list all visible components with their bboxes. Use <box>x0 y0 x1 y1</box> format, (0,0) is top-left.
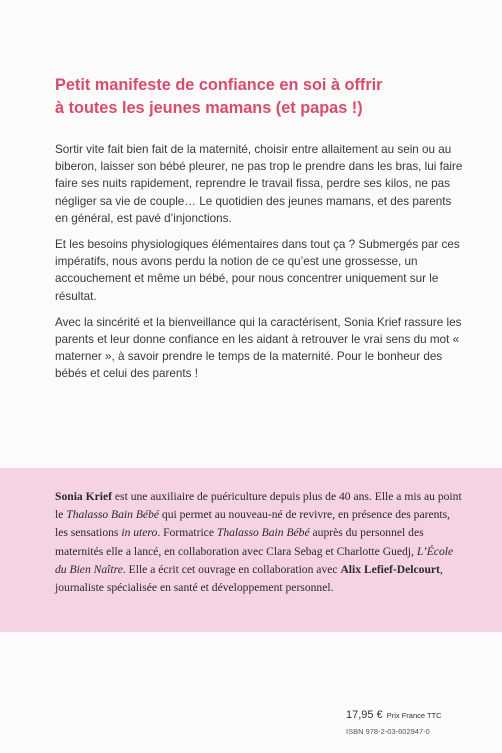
method-name-1: Thalasso Bain Bébé <box>66 508 160 522</box>
bio-text-2: qui permet au nouveau-né de revivre, en présence des parents, les sensations <box>55 508 451 540</box>
bio-text-1: est une auxiliaire de puériculture depuis plus de 40 ans. Elle a mis au point le <box>55 490 462 522</box>
price-note: Prix France TTC <box>386 711 442 720</box>
blurb <box>55 141 465 392</box>
bio-text-3: . Formatrice <box>157 526 217 540</box>
price-block <box>346 709 496 736</box>
method-name-2: Thalasso Bain Bébé <box>216 526 310 540</box>
in-utero-term: in utero <box>121 526 158 540</box>
school-name: L’École du Bien Naître <box>55 544 454 576</box>
headline <box>55 74 475 119</box>
isbn: ISBN 978-2-03-602947-0 <box>346 727 430 736</box>
author-name: Sonia Krief <box>55 490 113 503</box>
blurb-paragraph-3: Avec la sincérité et la bienveillance qui la caractérisent, Sonia Krief rassure les parents et leur donne confiance en les aidant à retrouver le vrai sens du mot « materner », à savoir prendre le temps de la maternité. Pour le bonheur des bébés et celui des parents ! <box>55 315 462 381</box>
headline-line-2: à toutes les jeunes mamans (et papas !) <box>55 98 363 117</box>
author-bio <box>55 488 465 597</box>
blurb-paragraph-1: Sortir vite fait bien fait de la maternité, choisir entre allaitement au sein ou au biberon, laisser son bébé pleurer, ne pas trop le prendre dans les bras, lui faire faire ses nuits rapidement, reprendre le travail fissa, perdre ses kilos, ne pas négliger sa vie de couple… Le quotidien des jeunes mamans, et des parents en général, est pavé d’injonctions. <box>55 143 463 225</box>
bio-text-5: . Elle a écrit cet ouvrage en collaboration avec <box>122 562 341 576</box>
price-line <box>346 709 496 721</box>
bio-text-6: , journaliste spécialisée en santé et développement personnel. <box>55 562 443 595</box>
headline-line-1: Petit manifeste de confiance en soi à offrir <box>55 76 383 94</box>
blurb-paragraph-2: Et les besoins physiologiques élémentaires dans tout ça ? Submergés par ces impératifs, nous avons perdu la notion de ce qu’est une grossesse, un accouchement et même un bébé, pour nous concentrer uniquement sur le résultat. <box>55 238 460 303</box>
bio-text-4: auprès du personnel des maternités elle a lancé, en collaboration avec Clara Sebag et Charlotte Guedj, <box>55 526 424 558</box>
coauthor-name: Alix Lefief-Delcourt <box>340 562 440 576</box>
price-amount: 17,95 € <box>346 709 383 721</box>
